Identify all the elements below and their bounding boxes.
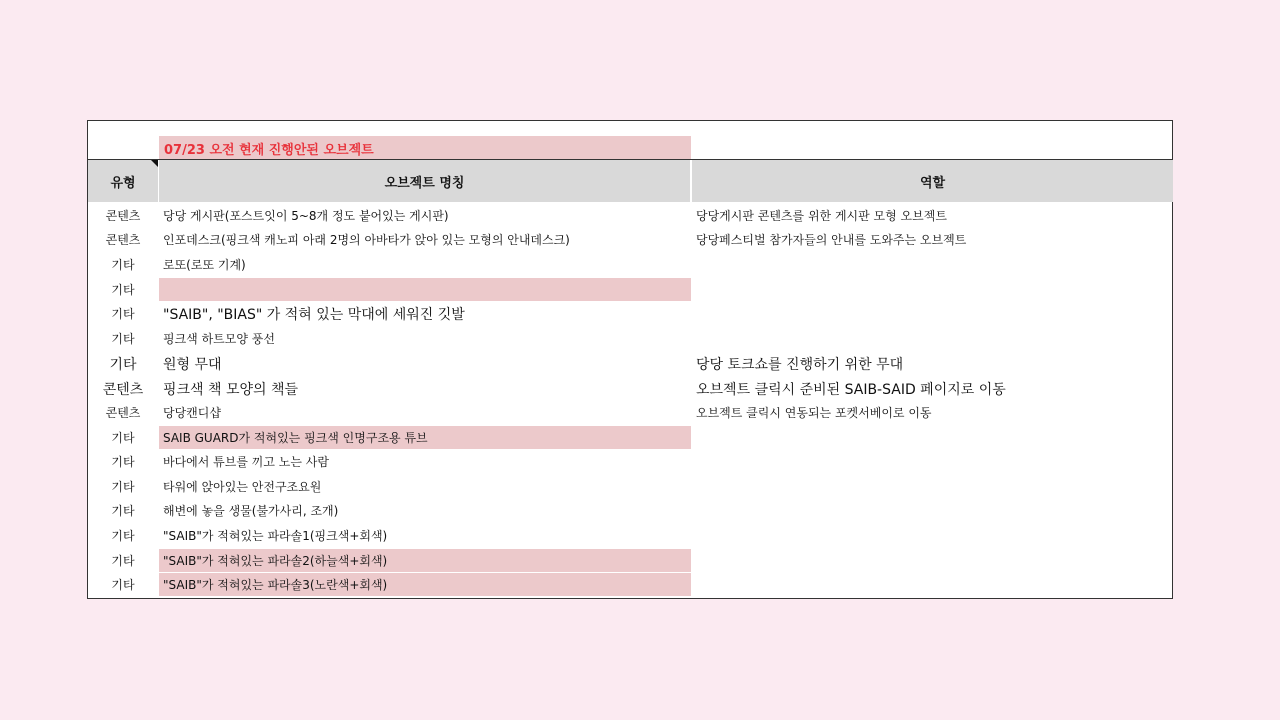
table-row xyxy=(88,549,1172,572)
cell-type: 기타 xyxy=(111,283,135,297)
table-row xyxy=(88,253,1172,276)
cell-object-name: 바다에서 튜브를 끼고 노는 사람 xyxy=(163,455,329,469)
cell-object-name xyxy=(159,278,691,301)
cell-role: 오브젝트 클릭시 연동되는 포켓서베이로 이동 xyxy=(696,406,932,420)
cell-role xyxy=(696,302,1172,325)
cell-type: 기타 xyxy=(111,258,135,272)
cell-object-name: 핑크색 책 모양의 책들 xyxy=(163,381,299,398)
table-row xyxy=(88,352,1172,375)
table-row xyxy=(88,450,1172,473)
table-row xyxy=(88,228,1172,251)
table-row xyxy=(88,426,1172,449)
cell-object-name: 원형 무대 xyxy=(163,356,222,373)
header-type: 유형 xyxy=(88,160,158,202)
table-row xyxy=(88,377,1172,400)
table-row xyxy=(88,204,1172,227)
cell-type: 기타 xyxy=(111,504,135,518)
cell-role xyxy=(696,549,1172,572)
cell-object-name: 당당캔디샵 xyxy=(163,406,221,420)
cell-type: 기타 xyxy=(111,554,135,568)
cell-role: 당당페스티벌 참가자들의 안내를 도와주는 오브젝트 xyxy=(696,233,967,247)
table-row xyxy=(88,401,1172,424)
cell-role xyxy=(696,278,1172,301)
cell-role xyxy=(696,573,1172,596)
cell-object-name: "SAIB"가 적혀있는 파라솔2(하늘색+회색) xyxy=(159,549,691,572)
cell-type: 기타 xyxy=(111,480,135,494)
cell-role xyxy=(696,499,1172,522)
cell-object-name: SAIB GUARD가 적혀있는 핑크색 인명구조용 튜브 xyxy=(159,426,691,449)
cell-type: 콘텐츠 xyxy=(105,209,141,223)
cell-type: 콘텐츠 xyxy=(105,233,141,247)
cell-role xyxy=(696,475,1172,498)
cell-object-name: 타워에 앉아있는 안전구조요원 xyxy=(163,480,322,494)
cell-role xyxy=(696,327,1172,350)
cell-object-name: "SAIB"가 적혀있는 파라솔1(핑크색+회색) xyxy=(163,529,388,543)
table-title: 07/23 오전 현재 진행안된 오브젝트 xyxy=(164,143,374,158)
spreadsheet-table xyxy=(87,120,1173,599)
cell-type: 기타 xyxy=(109,356,137,373)
cell-role xyxy=(696,426,1172,449)
table-row xyxy=(88,499,1172,522)
cell-object-name: 핑크색 하트모양 풍선 xyxy=(163,332,275,346)
cell-type: 기타 xyxy=(111,332,135,346)
table-row xyxy=(88,327,1172,350)
cell-object-name: 로또(로또 기계) xyxy=(163,258,246,272)
cell-type: 콘텐츠 xyxy=(102,381,144,398)
header-role: 역할 xyxy=(692,160,1173,202)
header-name: 오브젝트 명칭 xyxy=(159,160,690,202)
cell-object-name: 해변에 놓을 생물(불가사리, 조개) xyxy=(163,504,339,518)
cell-object-name: "SAIB"가 적혀있는 파라솔3(노란색+회색) xyxy=(159,573,691,596)
cell-type: 기타 xyxy=(111,578,135,592)
cell-role xyxy=(696,450,1172,473)
cell-object-name: "SAIB", "BIAS" 가 적혀 있는 막대에 세워진 깃발 xyxy=(163,306,465,323)
cell-role xyxy=(696,524,1172,547)
table-row xyxy=(88,278,1172,301)
header-row xyxy=(88,160,1172,202)
cell-type: 기타 xyxy=(111,431,135,445)
cell-type: 기타 xyxy=(111,529,135,543)
cell-object-name: 당당 게시판(포스트잇이 5~8개 정도 붙어있는 게시판) xyxy=(163,209,449,223)
cell-role xyxy=(696,253,1172,276)
table-row xyxy=(88,573,1172,596)
cell-role: 당당 토크쇼를 진행하기 위한 무대 xyxy=(696,356,904,373)
cell-object-name: 인포데스크(핑크색 캐노피 아래 2명의 아바타가 앉아 있는 모형의 안내데스크) xyxy=(163,233,570,247)
cell-role: 오브젝트 클릭시 준비된 SAIB-SAID 페이지로 이동 xyxy=(696,381,1006,398)
cell-type: 기타 xyxy=(111,307,135,321)
cell-type: 콘텐츠 xyxy=(105,406,141,420)
table-row xyxy=(88,302,1172,325)
cell-type: 기타 xyxy=(111,455,135,469)
table-row xyxy=(88,475,1172,498)
title-cell xyxy=(159,136,691,159)
table-row xyxy=(88,524,1172,547)
cell-role: 당당게시판 콘텐츠를 위한 게시판 모형 오브젝트 xyxy=(696,209,947,223)
comment-marker xyxy=(151,160,158,167)
